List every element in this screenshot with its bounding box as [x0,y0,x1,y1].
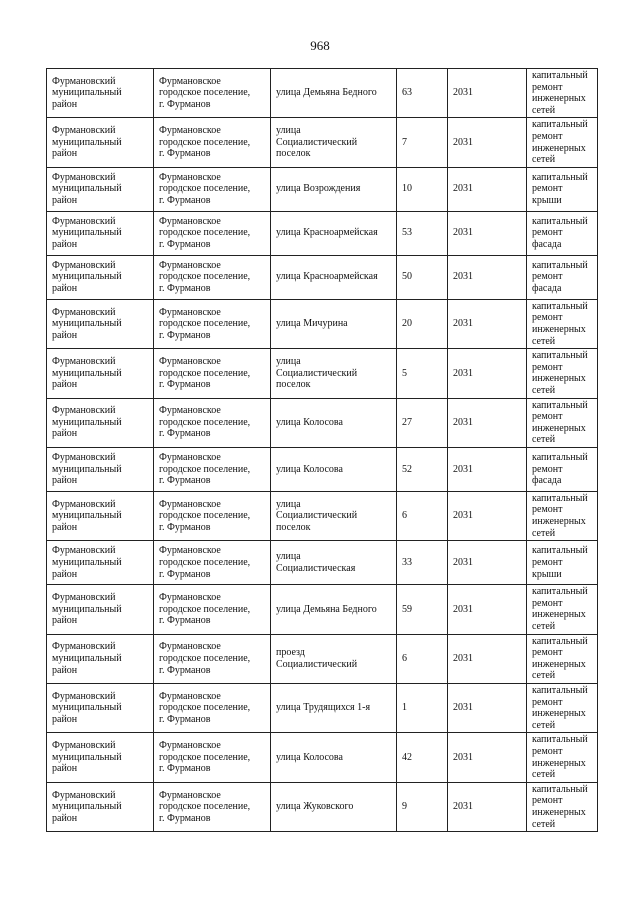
cell-district: Фурмановский муниципальный район [47,167,154,211]
cell-year: 2031 [448,541,527,585]
repair-schedule-table [46,68,598,832]
page-number: 968 [310,38,330,53]
cell-settlement: Фурмановское городское поселение, г. Фурманов [154,447,271,491]
cell-district: Фурмановский муниципальный район [47,255,154,299]
cell-settlement: Фурмановское городское поселение, г. Фурманов [154,541,271,585]
cell-year: 2031 [448,447,527,491]
cell-year: 2031 [448,634,527,683]
table-row [47,585,598,634]
cell-settlement: Фурмановское городское поселение, г. Фурманов [154,782,271,831]
cell-work: капитальный ремонт фасада [527,255,598,299]
cell-work: капитальный ремонт крыши [527,167,598,211]
cell-street: улица Колосова [271,447,397,491]
cell-house: 9 [397,782,448,831]
table-row [47,299,598,348]
table-row [47,118,598,167]
table-row [47,349,598,398]
cell-work: капитальный ремонт инженерных сетей [527,684,598,733]
cell-settlement: Фурмановское городское поселение, г. Фурманов [154,167,271,211]
table-row [47,447,598,491]
cell-street: улица Демьяна Бедного [271,585,397,634]
cell-house: 1 [397,684,448,733]
cell-year: 2031 [448,118,527,167]
cell-settlement: Фурмановское городское поселение, г. Фурманов [154,585,271,634]
table-row [47,69,598,118]
table-row [47,733,598,782]
table-row [47,541,598,585]
cell-district: Фурмановский муниципальный район [47,585,154,634]
cell-street: улица Социалистический поселок [271,349,397,398]
cell-house: 5 [397,349,448,398]
cell-street: улица Социалистическая [271,541,397,585]
cell-work: капитальный ремонт фасада [527,211,598,255]
cell-work: капитальный ремонт инженерных сетей [527,398,598,447]
cell-street: проезд Социалистический [271,634,397,683]
cell-street: улица Колосова [271,733,397,782]
cell-district: Фурмановский муниципальный район [47,684,154,733]
cell-house: 27 [397,398,448,447]
cell-settlement: Фурмановское городское поселение, г. Фурманов [154,733,271,782]
cell-district: Фурмановский муниципальный район [47,447,154,491]
cell-district: Фурмановский муниципальный район [47,299,154,348]
cell-work: капитальный ремонт инженерных сетей [527,634,598,683]
cell-work: капитальный ремонт инженерных сетей [527,349,598,398]
cell-work: капитальный ремонт инженерных сетей [527,118,598,167]
cell-year: 2031 [448,167,527,211]
cell-year: 2031 [448,398,527,447]
cell-district: Фурмановский муниципальный район [47,398,154,447]
table-row [47,398,598,447]
cell-district: Фурмановский муниципальный район [47,782,154,831]
cell-district: Фурмановский муниципальный район [47,634,154,683]
cell-settlement: Фурмановское городское поселение, г. Фурманов [154,398,271,447]
cell-year: 2031 [448,684,527,733]
cell-street: улица Трудящихся 1-я [271,684,397,733]
cell-work: капитальный ремонт инженерных сетей [527,69,598,118]
cell-district: Фурмановский муниципальный район [47,491,154,540]
cell-settlement: Фурмановское городское поселение, г. Фурманов [154,349,271,398]
cell-house: 6 [397,491,448,540]
cell-settlement: Фурмановское городское поселение, г. Фурманов [154,211,271,255]
cell-work: капитальный ремонт крыши [527,541,598,585]
table-row [47,211,598,255]
table-row [47,782,598,831]
cell-year: 2031 [448,299,527,348]
cell-year: 2031 [448,733,527,782]
cell-work: капитальный ремонт инженерных сетей [527,733,598,782]
cell-work: капитальный ремонт инженерных сетей [527,782,598,831]
cell-street: улица Возрождения [271,167,397,211]
cell-district: Фурмановский муниципальный район [47,211,154,255]
cell-district: Фурмановский муниципальный район [47,733,154,782]
cell-district: Фурмановский муниципальный район [47,349,154,398]
cell-settlement: Фурмановское городское поселение, г. Фурманов [154,491,271,540]
cell-street: улица Красноармейская [271,255,397,299]
cell-year: 2031 [448,349,527,398]
cell-house: 33 [397,541,448,585]
table-row [47,255,598,299]
cell-house: 42 [397,733,448,782]
cell-settlement: Фурмановское городское поселение, г. Фурманов [154,69,271,118]
cell-work: капитальный ремонт фасада [527,447,598,491]
cell-settlement: Фурмановское городское поселение, г. Фурманов [154,299,271,348]
table-row [47,491,598,540]
cell-street: улица Колосова [271,398,397,447]
cell-house: 6 [397,634,448,683]
cell-year: 2031 [448,69,527,118]
cell-work: капитальный ремонт инженерных сетей [527,299,598,348]
cell-house: 7 [397,118,448,167]
cell-year: 2031 [448,782,527,831]
cell-district: Фурмановский муниципальный район [47,541,154,585]
cell-house: 53 [397,211,448,255]
cell-work: капитальный ремонт инженерных сетей [527,491,598,540]
cell-settlement: Фурмановское городское поселение, г. Фурманов [154,118,271,167]
cell-street: улица Социалистический поселок [271,491,397,540]
cell-settlement: Фурмановское городское поселение, г. Фурманов [154,255,271,299]
cell-street: улица Социалистический поселок [271,118,397,167]
cell-year: 2031 [448,211,527,255]
cell-year: 2031 [448,585,527,634]
cell-street: улица Мичурина [271,299,397,348]
table-body [47,69,598,832]
cell-street: улица Жуковского [271,782,397,831]
cell-house: 10 [397,167,448,211]
table-row [47,167,598,211]
cell-house: 50 [397,255,448,299]
table-row [47,684,598,733]
cell-house: 63 [397,69,448,118]
table-row [47,634,598,683]
cell-work: капитальный ремонт инженерных сетей [527,585,598,634]
cell-street: улица Красноармейская [271,211,397,255]
cell-settlement: Фурмановское городское поселение, г. Фурманов [154,684,271,733]
cell-district: Фурмановский муниципальный район [47,118,154,167]
cell-district: Фурмановский муниципальный район [47,69,154,118]
cell-year: 2031 [448,491,527,540]
cell-year: 2031 [448,255,527,299]
cell-house: 52 [397,447,448,491]
cell-house: 20 [397,299,448,348]
cell-street: улица Демьяна Бедного [271,69,397,118]
cell-house: 59 [397,585,448,634]
cell-settlement: Фурмановское городское поселение, г. Фурманов [154,634,271,683]
